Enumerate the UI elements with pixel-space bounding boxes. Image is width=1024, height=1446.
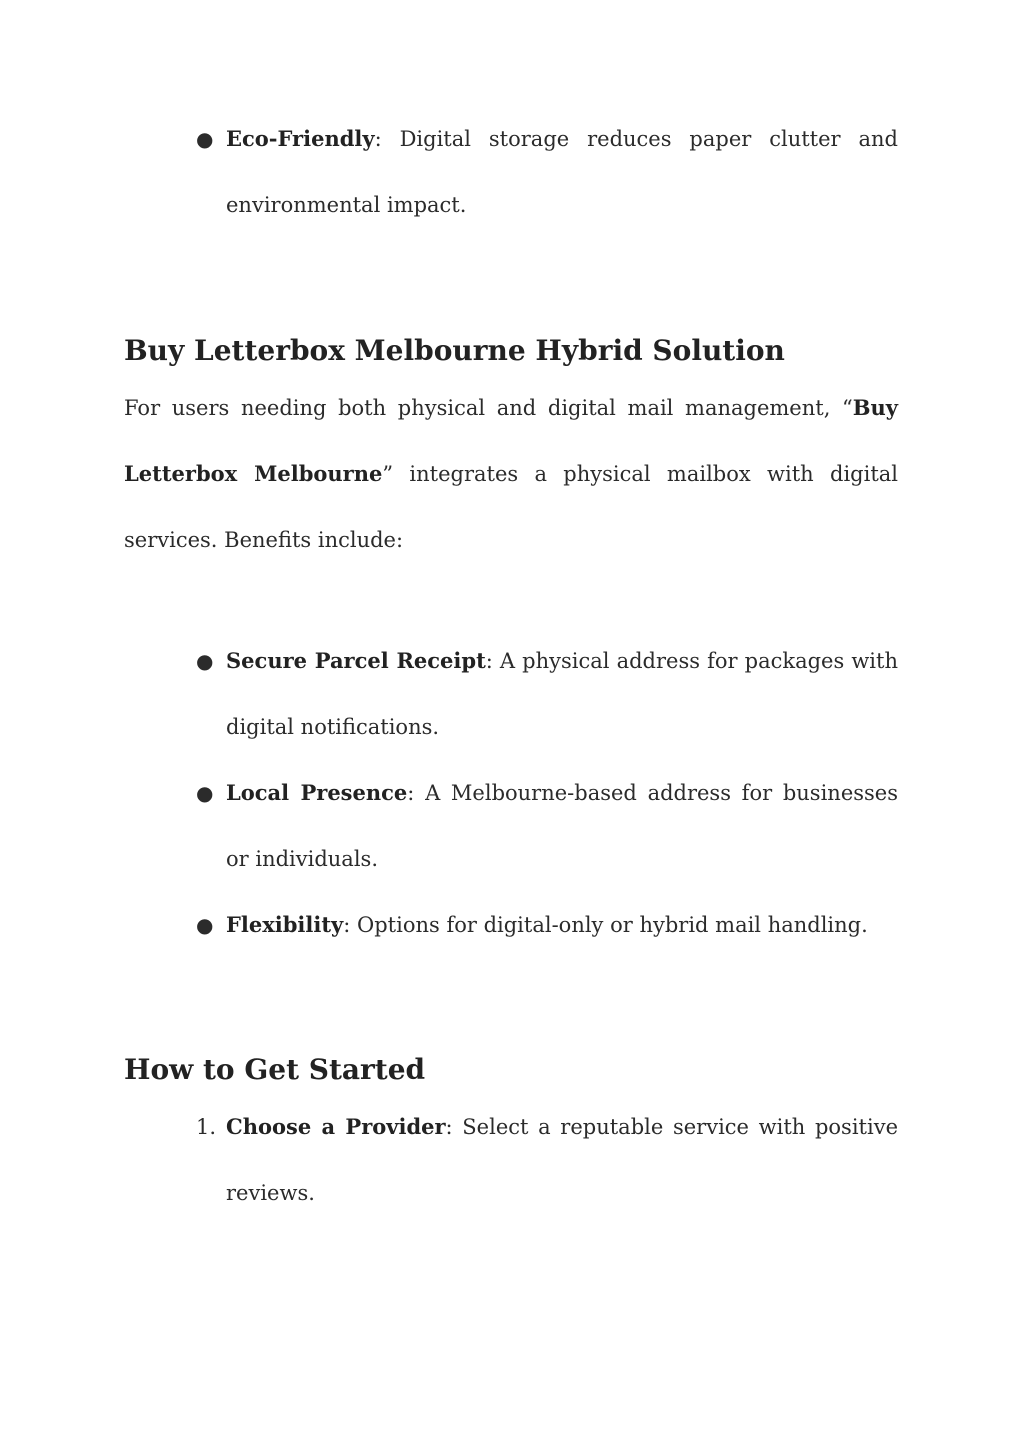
paragraph-text — [124, 375, 898, 573]
bullet-icon: ● — [196, 649, 214, 673]
list-item-description: : A physical address for packages with digital notifications. — [226, 649, 898, 739]
paragraph-hybrid-intro — [124, 375, 898, 573]
bullet-icon: ● — [196, 781, 214, 805]
list-number: 1. — [196, 1115, 217, 1139]
list-item-description: : Select a reputable service with positive reviews. — [226, 1115, 898, 1205]
list-item-text — [226, 628, 898, 760]
list-item-text — [226, 1094, 898, 1226]
bullet-icon: ● — [196, 913, 214, 937]
list-item-eco-friendly — [124, 117, 898, 238]
list-item-text — [226, 892, 898, 958]
section-heading-hybrid: Buy Letterbox Melbourne Hybrid Solution — [124, 334, 785, 367]
bullet-icon: ● — [196, 127, 214, 151]
list-item-secure-parcel — [124, 639, 898, 760]
list-item-term: Secure Parcel Receipt — [226, 648, 486, 673]
paragraph-text-bold: Buy Letterbox Melbourne — [124, 395, 898, 486]
list-item-term: Eco-Friendly — [226, 126, 375, 151]
list-item-text — [226, 106, 898, 238]
paragraph-text-start: For users needing both physical and digital mail management, “ — [124, 396, 853, 420]
list-item-choose-provider — [124, 1105, 898, 1226]
list-item-term: Choose a Provider — [226, 1114, 446, 1139]
list-item-flexibility — [124, 903, 898, 958]
section-get-started — [124, 1050, 898, 1090]
list-item-term: Flexibility — [226, 912, 344, 937]
list-item-text — [226, 760, 898, 892]
list-item-description: : Options for digital-only or hybrid mail handling. — [343, 913, 868, 937]
list-item-local-presence — [124, 771, 898, 892]
paragraph-text-end: ” integrates a physical mailbox with digital services. Benefits include: — [124, 462, 899, 552]
list-item-description: : A Melbourne-based address for businesses or individuals. — [226, 781, 898, 871]
section-hybrid — [124, 331, 898, 371]
list-item-description: : Digital storage reduces paper clutter and environmental impact. — [226, 127, 898, 217]
section-heading-get-started: How to Get Started — [124, 1053, 426, 1086]
list-item-term: Local Presence — [226, 780, 408, 805]
